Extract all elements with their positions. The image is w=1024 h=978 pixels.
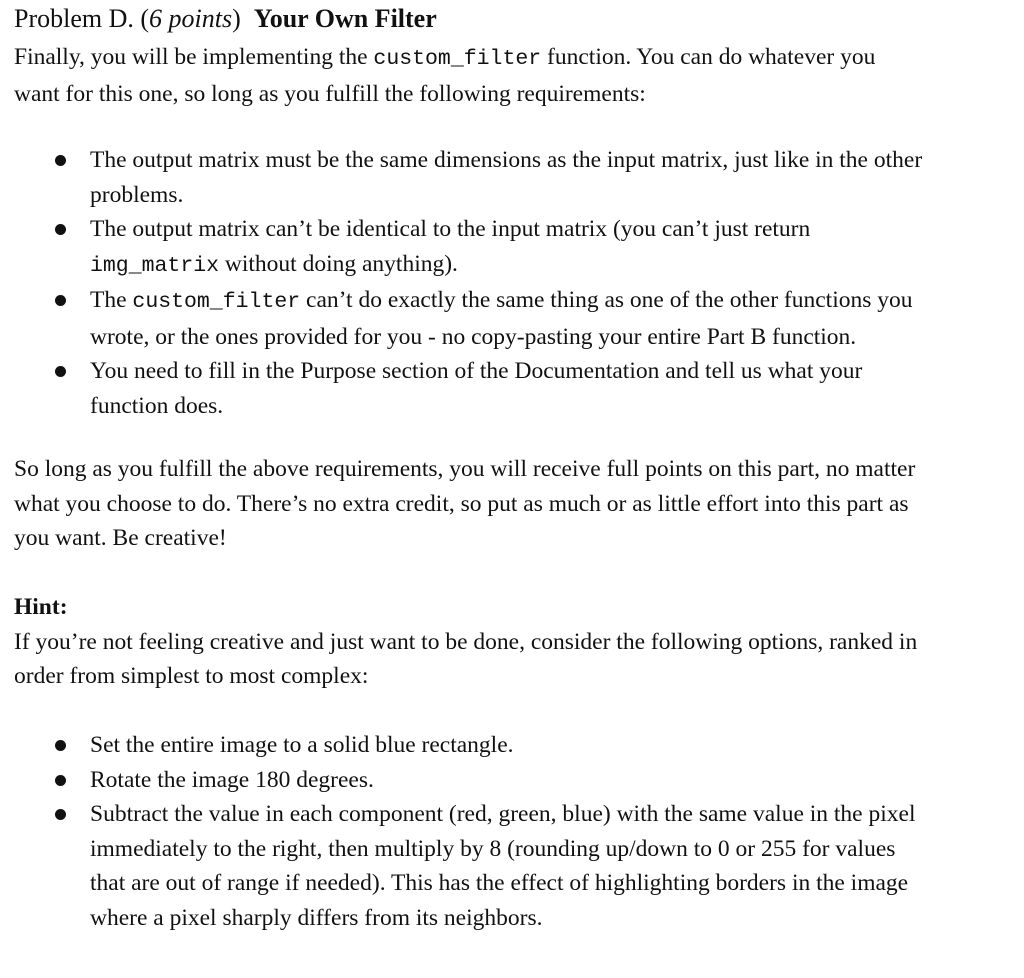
intro-line-2: want for this one, so long as you fulfill the following requirements: — [14, 80, 646, 107]
summary-paragraph — [14, 452, 915, 556]
intro-line-1 — [14, 40, 875, 77]
summary-line-3: you want. Be creative! — [14, 525, 227, 551]
bullet-icon — [55, 740, 66, 751]
summary-line-1: So long as you fulfill the above requirements, you will receive full points on this part, no matter — [14, 456, 916, 482]
bullet-icon — [55, 366, 66, 377]
option-2-line-1: Rotate the image 180 degrees. — [90, 766, 374, 793]
bullet-icon — [55, 155, 66, 166]
title-points: 6 points — [149, 4, 233, 33]
requirement-3-code: custom_filter — [132, 290, 301, 314]
requirement-3-text-b: can’t do exactly the same thing as one of the other functions you — [300, 287, 913, 313]
title-suffix: ) — [232, 4, 241, 33]
options-list — [14, 728, 1004, 935]
requirement-4-line-2: function does. — [90, 392, 224, 419]
requirement-2-code: img_matrix — [90, 253, 220, 278]
hint-line-1: If you’re not feeling creative and just want to be done, consider the following options, ranked in — [14, 628, 918, 655]
list-item — [14, 283, 1004, 354]
problem-title — [14, 1, 437, 37]
requirement-2-line-1: The output matrix can’t be identical to the input matrix (you can’t just return — [90, 216, 811, 242]
list-item — [14, 354, 1004, 423]
bullet-icon — [55, 775, 66, 786]
hint-section — [14, 590, 917, 694]
requirement-1-line-1: The output matrix must be the same dimensions as the input matrix, just like in the other — [90, 147, 923, 173]
summary-line-2: what you choose to do. There’s no extra credit, so put as much or as little effort into this part as — [14, 490, 909, 517]
intro-paragraph — [14, 40, 875, 111]
bullet-icon — [55, 224, 66, 235]
option-3-line-1: Subtract the value in each component (red, green, blue) with the same value in the pixel — [90, 801, 916, 827]
title-name: Your Own Filter — [253, 4, 437, 33]
hint-line-2: order from simplest to most complex: — [14, 663, 369, 689]
list-item — [14, 143, 1004, 212]
requirement-2-text: without doing anything). — [219, 250, 458, 277]
bullet-icon — [55, 809, 66, 820]
intro-code: custom_filter — [373, 47, 542, 71]
requirement-4-line-1: You need to fill in the Purpose section of the Documentation and tell us what your — [90, 358, 863, 384]
bullet-icon — [55, 295, 66, 306]
requirement-3-text-a: The — [90, 287, 133, 313]
requirement-1-line-2: problems. — [90, 181, 184, 208]
option-3-line-4: where a pixel sharply differs from its neighbors. — [90, 904, 543, 931]
option-3-line-2: immediately to the right, then multiply by 8 (rounding up/down to 0 or 255 for values — [90, 835, 896, 862]
title-prefix: Problem D. ( — [14, 4, 150, 33]
list-item — [14, 212, 1004, 283]
option-3-line-3: that are out of range if needed). This has the effect of highlighting borders in the image — [90, 870, 909, 896]
hint-heading: Hint: — [14, 594, 68, 620]
list-item — [14, 797, 1004, 935]
requirement-3-line-2: wrote, or the ones provided for you - no copy-pasting your entire Part B function. — [90, 323, 857, 350]
list-item — [14, 763, 1004, 798]
list-item — [14, 728, 1004, 763]
requirement-3-line-1 — [90, 283, 1004, 320]
requirements-list — [14, 143, 1004, 423]
intro-text-b: function. You can do whatever you — [541, 44, 876, 70]
option-1-line-1: Set the entire image to a solid blue rectangle. — [90, 732, 514, 758]
requirement-2-line-2 — [90, 247, 1004, 284]
intro-text-a: Finally, you will be implementing the — [14, 44, 374, 70]
